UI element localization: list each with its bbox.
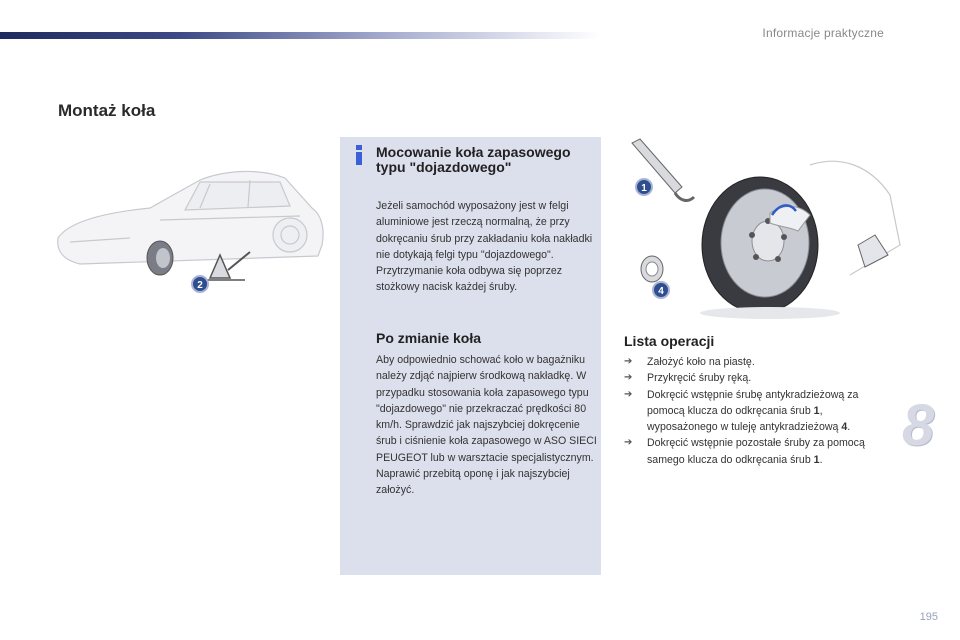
list-item-text: Dokręcić wstępnie śrubę antykradzieżową za pomocą klucza do odkręcania śrub (647, 388, 859, 417)
list-item-text: Dokręcić wstępnie pozostałe śruby za pomocą samego klucza do odkręcania śrub (647, 437, 865, 466)
callout-number: 2 (197, 280, 203, 291)
operations-heading: Lista operacji (624, 333, 715, 349)
tool-ref: 4 (841, 421, 848, 434)
wheel-tools-illustration (620, 135, 905, 320)
page-number: 195 (919, 611, 938, 623)
page-title: Montaż koła (58, 101, 156, 120)
info-icon (352, 145, 366, 165)
tool-ref: 1 (813, 404, 820, 417)
list-item (624, 435, 886, 468)
arrow-bullet-icon: ➔ (624, 388, 633, 400)
info-text: Jeżeli samochód wyposażony jest w felgi aluminiowe jest rzeczą normalną, że przy dokręcaniu śrub przy zakładaniu koła nakładki nie dotykają felgi typu "dojazdowego". Przytrzymanie koła odbywa się poprzez stożkowy nacisk każdej śruby. (376, 200, 593, 294)
car-jack-illustration (50, 160, 330, 300)
tool-ref: 1 (813, 453, 820, 466)
section-header: Informacje praktyczne (762, 26, 884, 40)
list-item (624, 370, 886, 386)
list-item-text: Założyć koło na piastę. (647, 356, 755, 368)
list-item (624, 387, 886, 436)
list-item (624, 354, 886, 370)
after-change-heading: Po zmianie koła (376, 330, 482, 346)
list-item-text: . (847, 421, 851, 434)
callout-number: 4 (658, 286, 664, 297)
arrow-bullet-icon: ➔ (624, 437, 633, 449)
info-heading: Mocowanie koła zapasowego typu "dojazdowego" (376, 144, 571, 175)
header-accent-bar (0, 32, 600, 39)
arrow-bullet-icon: ➔ (624, 372, 633, 384)
list-item-text: . (819, 453, 823, 466)
chapter-number: 8 (902, 393, 935, 458)
info-panel (340, 137, 601, 575)
after-change-text: Aby odpowiednio schować koło w bagażniku należy zdjąć najpierw środkową nakładkę. W przypadku stosowania koła zapasowego typu "dojazdowego" nie przekraczać prędkości 80 km/h. Sprawdzić jak najszybciej dokręcenie śrub i ciśnienie koła zapasowego w ASO SIECI PEUGEOT lub w warsztacie specjalistycznym. Naprawić przebitą oponę i jak najszybciej założyć. (376, 354, 597, 497)
list-item-text: , wyposażonego w tuleję antykradzieżową (647, 404, 842, 434)
arrow-bullet-icon: ➔ (624, 356, 633, 367)
callout-number: 1 (641, 183, 647, 194)
operations-list (624, 354, 886, 468)
list-item-text: Przykręcić śruby ręką. (647, 372, 752, 385)
